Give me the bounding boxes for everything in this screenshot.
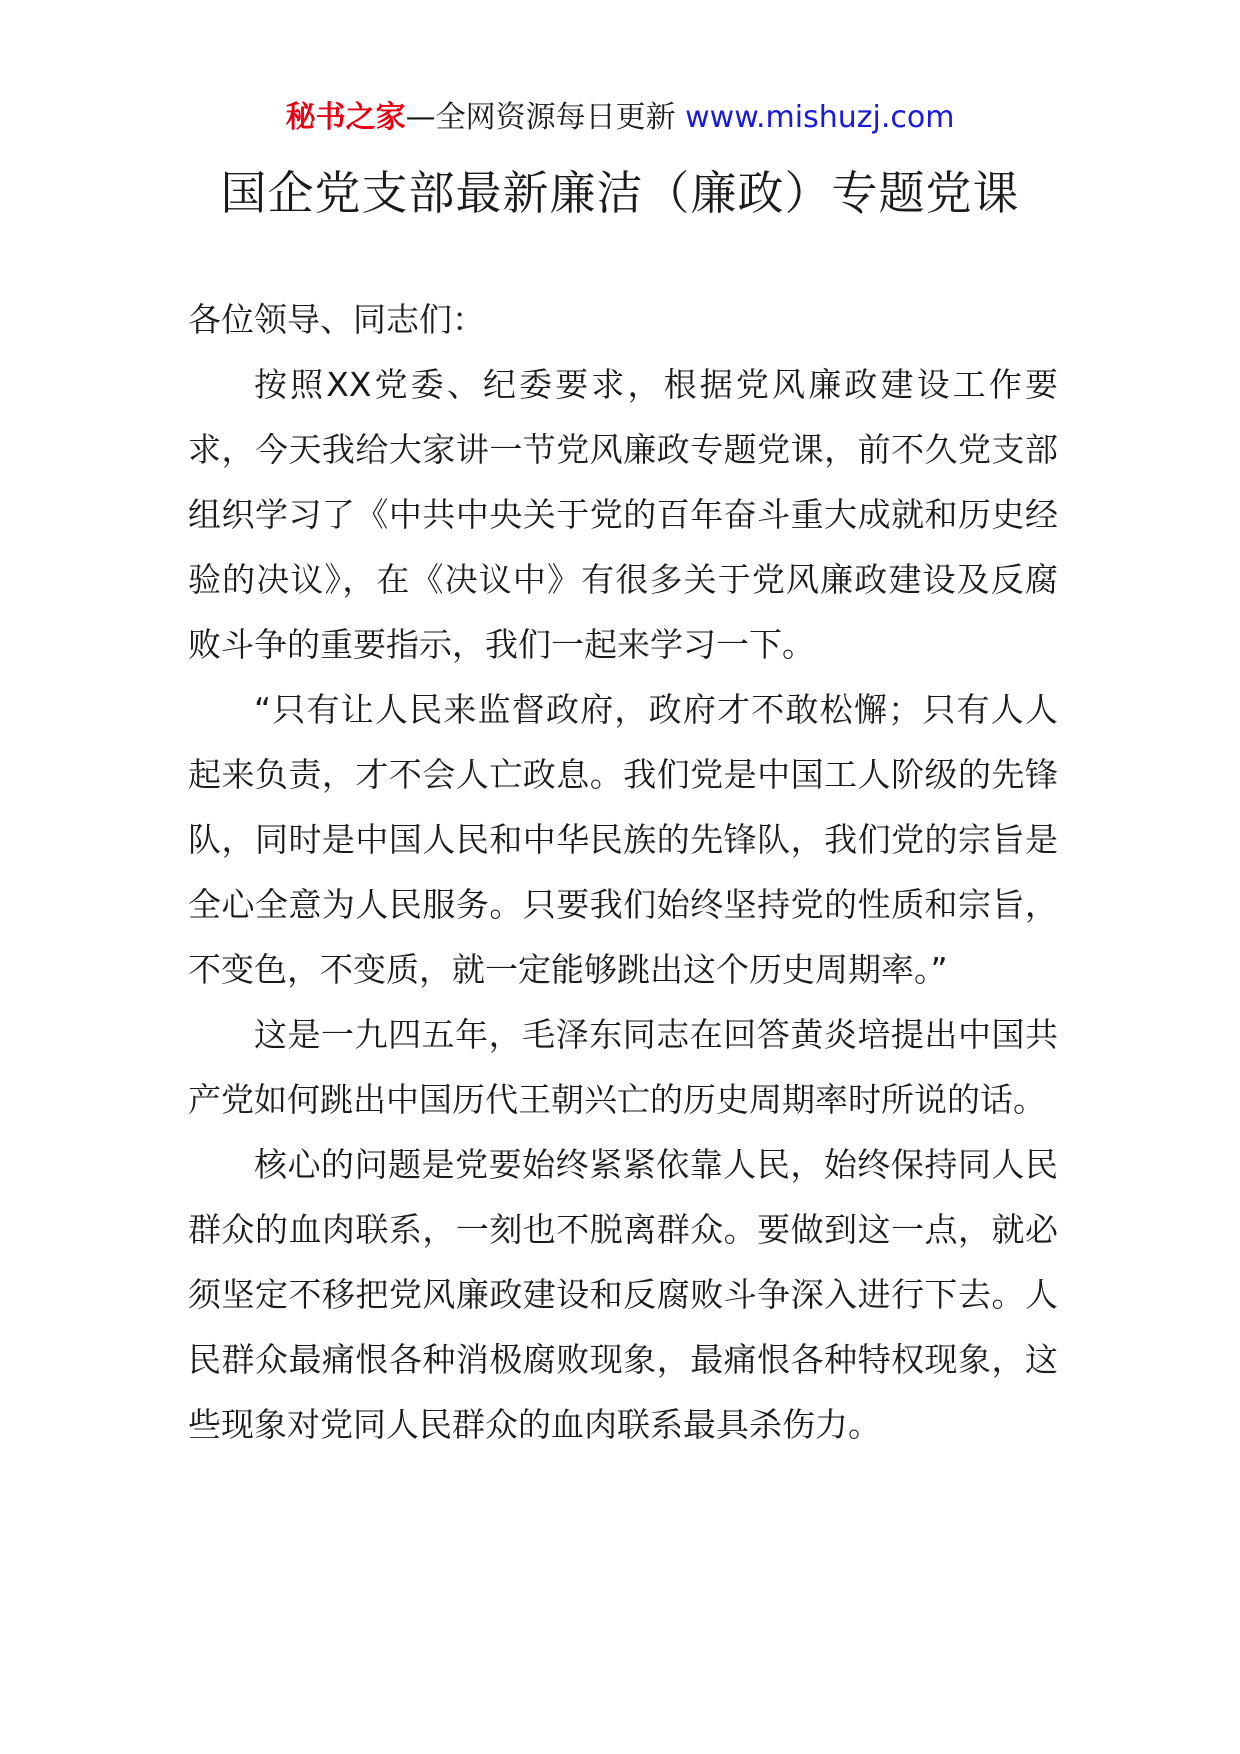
paragraph: 按照XX党委、纪委要求，根据党风廉政建设工作要求，今天我给大家讲一节党风廉政专题党课，前不久党支部组织学习了《中共中央关于党的百年奋斗重大成就和历史经验的决议》，在《决议中》有很多关于党风廉政建设及反腐败斗争的重要指示，我们一起来学习一下。	[188, 365, 1058, 664]
paragraph: 这是一九四五年，毛泽东同志在回答黄炎培提出中国共产党如何跳出中国历代王朝兴亡的历史周期率时所说的话。	[188, 1015, 1058, 1119]
salutation: 各位领导、同志们：	[188, 300, 485, 339]
site-url-link[interactable]: www.mishuzj.com	[685, 100, 955, 135]
paragraph: 核心的问题是党要始终紧紧依靠人民，始终保持同人民群众的血肉联系，一刻也不脱离群众。要做到这一点，就必须坚定不移把党风廉政建设和反腐败斗争深入进行下去。人民群众最痛恨各种消极腐败现象，最痛恨各种特权现象，这些现象对党同人民群众的血肉联系最具杀伤力。	[188, 1145, 1058, 1444]
header-tagline: —全网资源每日更新	[405, 100, 686, 135]
document-body	[188, 287, 1058, 1457]
paragraph: “只有让人民来监督政府，政府才不敢松懈；只有人人起来负责，才不会人亡政息。我们党是中国工人阶级的先锋队，同时是中国人民和中华民族的先锋队，我们党的宗旨是全心全意为人民服务。只要我们始终坚持党的性质和宗旨，不变色，不变质，就一定能够跳出这个历史周期率。”	[188, 690, 1058, 989]
brand-name: 秘书之家	[285, 100, 406, 135]
site-header	[0, 96, 1240, 140]
document-title: 国企党支部最新廉洁（廉政）专题党课	[220, 166, 1020, 220]
